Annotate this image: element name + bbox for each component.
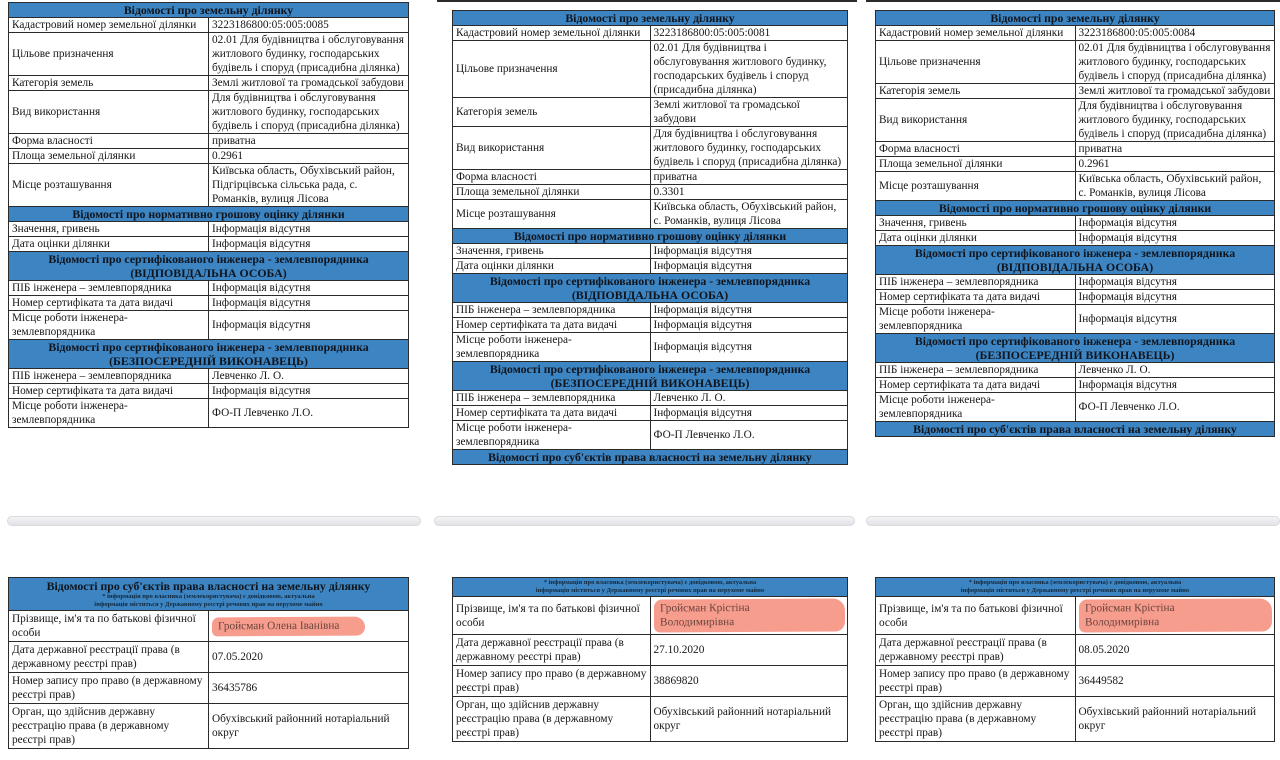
field-value: приватна bbox=[1075, 142, 1275, 157]
scrolled-table-edge bbox=[437, 0, 857, 2]
field-value: 3223186800:05:005:0084 bbox=[1075, 26, 1275, 41]
field-value: Київська область, Обухівський район, Підгірцівська сільська рада, с. Романків, вулиця Лісова bbox=[209, 164, 409, 207]
horizontal-scrollbar[interactable] bbox=[434, 516, 855, 526]
record-table bbox=[875, 10, 1275, 437]
field-label: Номер сертифіката та дата видачі bbox=[453, 318, 651, 333]
field-value: 0.3301 bbox=[650, 185, 848, 200]
field-label: Вид використання bbox=[9, 91, 209, 134]
field-value: Землі житлової та громадської забудови bbox=[650, 98, 848, 127]
field-label: Кадастровий номер земельної ділянки bbox=[453, 26, 651, 41]
table-section-header: Відомості про нормативно грошову оцінку ділянки bbox=[453, 229, 848, 244]
owner-info-note: інформація міститься у Державному реєстрі речових прав на нерухоме майно bbox=[94, 601, 323, 608]
record-table bbox=[8, 577, 409, 749]
land-parcel-table bbox=[875, 10, 1275, 437]
record-table bbox=[8, 2, 409, 428]
field-label: Місце розташування bbox=[876, 172, 1076, 201]
field-label: Дата оцінки ділянки bbox=[453, 259, 651, 274]
table-section-header: Відомості про суб'єктів права власності на земельну ділянку bbox=[453, 450, 848, 465]
field-label: Орган, що здійснив державну реєстрацію права (в державному реєстрі прав) bbox=[453, 697, 651, 742]
field-value: Левченко Л. О. bbox=[1075, 363, 1275, 378]
field-value: 02.01 Для будівництва і обслуговування житлового будинку, господарських будівель і споруд (присадибна ділянка) bbox=[209, 33, 409, 76]
owner-info-note: * інформація про власника (землекористувача) є довідковою, актуальна bbox=[968, 579, 1182, 586]
field-label: Категорія земель bbox=[876, 84, 1076, 99]
field-label: Дата державної реєстрації права (в державному реєстрі прав) bbox=[9, 642, 209, 673]
field-value: Інформація відсутня bbox=[209, 296, 409, 311]
table-section-header: Відомості про сертифікованого інженера - землевпорядника (ВІДПОВІДАЛЬНА ОСОБА) bbox=[453, 274, 848, 303]
field-value: приватна bbox=[209, 134, 409, 149]
field-value: Інформація відсутня bbox=[209, 384, 409, 399]
field-value: Інформація відсутня bbox=[209, 311, 409, 340]
table-section-header bbox=[9, 578, 409, 611]
field-value: Інформація відсутня bbox=[650, 333, 848, 362]
field-label: Номер запису про право (в державному реєстрі прав) bbox=[453, 666, 651, 697]
field-value bbox=[209, 611, 409, 642]
field-value: Інформація відсутня bbox=[209, 281, 409, 296]
field-label: Площа земельної ділянки bbox=[453, 185, 651, 200]
field-value: Київська область, Обухівський район, с. Романків, вулиця Лісова bbox=[1075, 172, 1275, 201]
field-value: 08.05.2020 bbox=[1075, 635, 1275, 666]
field-label: Номер сертифіката та дата видачі bbox=[9, 384, 209, 399]
field-value: Інформація відсутня bbox=[650, 406, 848, 421]
owner-info-note: інформація міститься у Державному реєстрі речових прав на нерухоме майно bbox=[960, 587, 1190, 594]
field-value: Обухівський районний нотаріальний округ bbox=[209, 704, 409, 749]
field-value: Інформація відсутня bbox=[1075, 290, 1275, 305]
field-value: ФО-П Левченко Л.О. bbox=[1075, 393, 1275, 422]
field-value: 3223186800:05:005:0081 bbox=[650, 26, 848, 41]
field-value: ФО-П Левченко Л.О. bbox=[650, 421, 848, 450]
owner-info-note: * інформація про власника (землекористувача) є довідковою, актуальна bbox=[543, 579, 757, 586]
field-label: Категорія земель bbox=[9, 76, 209, 91]
record-table bbox=[452, 10, 848, 465]
field-label: Форма власності bbox=[453, 170, 651, 185]
field-label: Номер запису про право (в державному реєстрі прав) bbox=[876, 666, 1076, 697]
field-value: Для будівництва і обслуговування житлового будинку, господарських будівель і споруд (присадибна ділянка) bbox=[209, 91, 409, 134]
field-value: Інформація відсутня bbox=[1075, 216, 1275, 231]
table-section-header: Відомості про сертифікованого інженера - землевпорядника (ВІДПОВІДАЛЬНА ОСОБА) bbox=[9, 252, 409, 281]
field-label: Вид використання bbox=[876, 99, 1076, 142]
horizontal-scrollbar[interactable] bbox=[7, 516, 421, 526]
field-label: ПІБ інженера – землевпорядника bbox=[453, 391, 651, 406]
field-label: Дата державної реєстрації права (в державному реєстрі прав) bbox=[453, 635, 651, 666]
field-value: 07.05.2020 bbox=[209, 642, 409, 673]
table-section-header: Відомості про нормативно грошову оцінку ділянки bbox=[9, 207, 409, 222]
field-value: 27.10.2020 bbox=[650, 635, 848, 666]
owner-name-highlight: Гройсман Крістіна Володимирівна bbox=[1078, 598, 1271, 632]
record-table bbox=[875, 577, 1275, 742]
field-value bbox=[1075, 597, 1275, 635]
field-value: Інформація відсутня bbox=[209, 222, 409, 237]
field-label: Цільове призначення bbox=[876, 41, 1076, 84]
field-label: Орган, що здійснив державну реєстрацію права (в державному реєстрі прав) bbox=[876, 697, 1076, 742]
table-section-header: Відомості про сертифікованого інженера - землевпорядника (БЕЗПОСЕРЕДНІЙ ВИКОНАВЕЦЬ) bbox=[9, 340, 409, 369]
field-value: Інформація відсутня bbox=[1075, 305, 1275, 334]
scrolled-table-edge bbox=[866, 0, 1280, 2]
ownership-table bbox=[8, 577, 409, 749]
field-label: Місце роботи інженера-землевпорядника bbox=[9, 399, 209, 428]
owner-info-note: інформація міститься у Державному реєстрі речових прав на нерухоме майно bbox=[535, 587, 765, 594]
field-label: Форма власності bbox=[9, 134, 209, 149]
field-value: 02.01 Для будівництва і обслуговування житлового будинку, господарських будівель і споруд (присадибна ділянка) bbox=[1075, 41, 1275, 84]
field-label: Місце розташування bbox=[453, 200, 651, 229]
field-value: Левченко Л. О. bbox=[209, 369, 409, 384]
table-section-header: Відомості про сертифікованого інженера - землевпорядника (БЕЗПОСЕРЕДНІЙ ВИКОНАВЕЦЬ) bbox=[876, 334, 1275, 363]
table-section-header bbox=[876, 578, 1275, 597]
field-label: Цільове призначення bbox=[453, 41, 651, 98]
field-value: Для будівництва і обслуговування житлового будинку, господарських будівель і споруд (присадибна ділянка) bbox=[650, 127, 848, 170]
field-label: Кадастровий номер земельної ділянки bbox=[9, 18, 209, 33]
field-value: 36449582 bbox=[1075, 666, 1275, 697]
field-label: Кадастровий номер земельної ділянки bbox=[876, 26, 1076, 41]
field-value: Інформація відсутня bbox=[650, 303, 848, 318]
field-value: 0.2961 bbox=[209, 149, 409, 164]
ownership-table bbox=[875, 577, 1275, 742]
field-label: Номер сертифіката та дата видачі bbox=[876, 290, 1076, 305]
field-value: 02.01 Для будівництва і обслуговування житлового будинку, господарських будівель і споруд (присадибна ділянка) bbox=[650, 41, 848, 98]
field-label: Місце розташування bbox=[9, 164, 209, 207]
field-label: Місце роботи інженера-землевпорядника bbox=[9, 311, 209, 340]
field-label: Місце роботи інженера-землевпорядника bbox=[453, 421, 651, 450]
field-label: ПІБ інженера – землевпорядника bbox=[876, 363, 1076, 378]
owner-name-highlight: Гройсман Крістіна Володимирівна bbox=[653, 599, 844, 633]
field-label: ПІБ інженера – землевпорядника bbox=[453, 303, 651, 318]
field-label: Прізвище, ім'я та по батькові фізичної особи bbox=[9, 611, 209, 642]
field-value: Інформація відсутня bbox=[1075, 275, 1275, 290]
field-label: Номер сертифіката та дата видачі bbox=[9, 296, 209, 311]
field-label: Дата оцінки ділянки bbox=[9, 237, 209, 252]
field-label: Значення, гривень bbox=[9, 222, 209, 237]
record-table bbox=[452, 577, 848, 742]
field-label: Площа земельної ділянки bbox=[9, 149, 209, 164]
field-value: Інформація відсутня bbox=[650, 259, 848, 274]
table-section-header: Відомості про сертифікованого інженера - землевпорядника (БЕЗПОСЕРЕДНІЙ ВИКОНАВЕЦЬ) bbox=[453, 362, 848, 391]
field-label: Номер сертифіката та дата видачі bbox=[453, 406, 651, 421]
field-value: Інформація відсутня bbox=[209, 237, 409, 252]
field-value: 3223186800:05:005:0085 bbox=[209, 18, 409, 33]
field-label: Прізвище, ім'я та по батькові фізичної особи bbox=[876, 597, 1076, 635]
owner-info-note: * інформація про власника (землекористувача) є довідковою, актуальна bbox=[102, 593, 315, 600]
table-section-header: Відомості про земельну ділянку bbox=[9, 3, 409, 18]
field-value: Інформація відсутня bbox=[1075, 378, 1275, 393]
field-label: Вид використання bbox=[453, 127, 651, 170]
ownership-table bbox=[452, 577, 848, 742]
field-label: Місце роботи інженера-землевпорядника bbox=[876, 305, 1076, 334]
field-label: Значення, гривень bbox=[876, 216, 1076, 231]
section-title: Відомості про суб'єктів права власності на земельну ділянку bbox=[46, 579, 371, 593]
table-section-header: Відомості про сертифікованого інженера - землевпорядника (ВІДПОВІДАЛЬНА ОСОБА) bbox=[876, 246, 1275, 275]
field-value: 38869820 bbox=[650, 666, 848, 697]
field-label: Дата державної реєстрації права (в державному реєстрі прав) bbox=[876, 635, 1076, 666]
field-value: Київська область, Обухівський район, с. Романків, вулиця Лісова bbox=[650, 200, 848, 229]
field-value bbox=[650, 597, 848, 635]
field-value: Землі житлової та громадської забудови bbox=[209, 76, 409, 91]
field-value: Інформація відсутня bbox=[1075, 231, 1275, 246]
field-label: Площа земельної ділянки bbox=[876, 157, 1076, 172]
field-label: Місце роботи інженера-землевпорядника bbox=[453, 333, 651, 362]
field-label: Дата оцінки ділянки bbox=[876, 231, 1076, 246]
field-label: ПІБ інженера – землевпорядника bbox=[9, 369, 209, 384]
field-value: Інформація відсутня bbox=[650, 244, 848, 259]
field-value: Інформація відсутня bbox=[650, 318, 848, 333]
field-label: Значення, гривень bbox=[453, 244, 651, 259]
field-value: Землі житлової та громадської забудови bbox=[1075, 84, 1275, 99]
field-label: Номер сертифіката та дата видачі bbox=[876, 378, 1076, 393]
horizontal-scrollbar[interactable] bbox=[866, 516, 1280, 526]
field-label: Місце роботи інженера-землевпорядника bbox=[876, 393, 1076, 422]
table-section-header: Відомості про суб'єктів права власності на земельну ділянку bbox=[876, 422, 1275, 437]
table-section-header: Відомості про земельну ділянку bbox=[453, 11, 848, 26]
field-value: Для будівництва і обслуговування житлового будинку, господарських будівель і споруд (присадибна ділянка) bbox=[1075, 99, 1275, 142]
field-value: 36435786 bbox=[209, 673, 409, 704]
field-label: ПІБ інженера – землевпорядника bbox=[876, 275, 1076, 290]
field-label: Категорія земель bbox=[453, 98, 651, 127]
field-value: ФО-П Левченко Л.О. bbox=[209, 399, 409, 428]
field-label: ПІБ інженера – землевпорядника bbox=[9, 281, 209, 296]
field-label: Прізвище, ім'я та по батькові фізичної особи bbox=[453, 597, 651, 635]
field-label: Орган, що здійснив державну реєстрацію права (в державному реєстрі прав) bbox=[9, 704, 209, 749]
field-label: Форма власності bbox=[876, 142, 1076, 157]
field-value: приватна bbox=[650, 170, 848, 185]
owner-name-highlight: Гройсман Олена Іванівна bbox=[212, 616, 365, 636]
field-label: Цільове призначення bbox=[9, 33, 209, 76]
table-section-header bbox=[453, 578, 848, 597]
field-label: Номер запису про право (в державному реєстрі прав) bbox=[9, 673, 209, 704]
field-value: 0.2961 bbox=[1075, 157, 1275, 172]
land-parcel-table bbox=[8, 2, 409, 428]
field-value: Обухівський районний нотаріальний округ bbox=[650, 697, 848, 742]
field-value: Обухівський районний нотаріальний округ bbox=[1075, 697, 1275, 742]
land-parcel-table bbox=[452, 10, 848, 465]
table-section-header: Відомості про нормативно грошову оцінку ділянки bbox=[876, 201, 1275, 216]
field-value: Левченко Л. О. bbox=[650, 391, 848, 406]
table-section-header: Відомості про земельну ділянку bbox=[876, 11, 1275, 26]
